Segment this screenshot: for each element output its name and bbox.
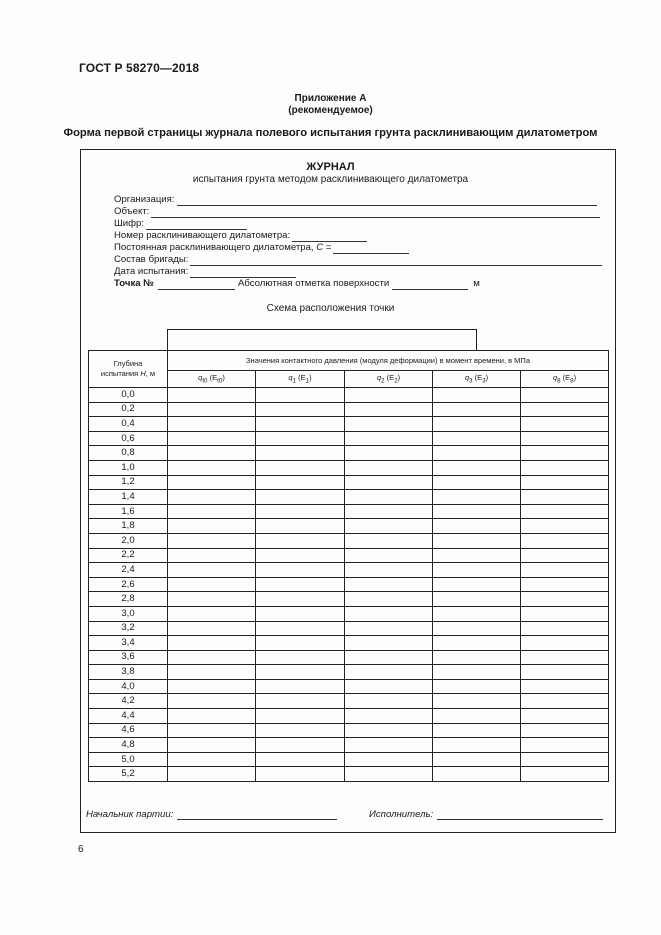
value-cell[interactable]	[345, 665, 433, 680]
value-cell[interactable]	[168, 636, 256, 651]
table-row	[89, 388, 609, 403]
value-cell[interactable]	[433, 519, 521, 534]
value-cell[interactable]	[433, 723, 521, 738]
value-cell[interactable]	[521, 694, 609, 709]
depth-cell: 2,2	[89, 548, 168, 563]
value-cell[interactable]	[345, 636, 433, 651]
value-cell[interactable]	[433, 431, 521, 446]
table-row	[89, 548, 609, 563]
value-cell[interactable]	[345, 504, 433, 519]
value-cell[interactable]	[521, 504, 609, 519]
value-cell[interactable]	[168, 767, 256, 782]
value-cell[interactable]	[433, 738, 521, 753]
depth-cell: 2,4	[89, 563, 168, 578]
value-cell[interactable]	[345, 519, 433, 534]
table-row	[89, 577, 609, 592]
party-head-signature[interactable]	[86, 806, 337, 820]
value-cell[interactable]	[433, 577, 521, 592]
value-cell[interactable]	[168, 665, 256, 680]
value-cell[interactable]	[521, 665, 609, 680]
value-cell[interactable]	[433, 679, 521, 694]
value-cell[interactable]	[521, 723, 609, 738]
scheme-label: Схема расположения точки	[266, 303, 395, 314]
value-cell[interactable]	[256, 679, 345, 694]
value-cell[interactable]	[521, 460, 609, 475]
form-title: Форма первой страницы журнала полевого испытания грунта расклинивающим дилатометром	[63, 127, 598, 139]
value-cell[interactable]	[345, 592, 433, 607]
value-cell[interactable]	[433, 694, 521, 709]
value-cell[interactable]	[433, 636, 521, 651]
value-cell[interactable]	[168, 709, 256, 724]
table-row	[89, 504, 609, 519]
value-cell[interactable]	[521, 679, 609, 694]
table-row	[89, 431, 609, 446]
values-header: Значения контактного давления (модуля деформации) в момент времени, в МПа	[168, 351, 609, 371]
depth-header: Глубина испытания H, м	[89, 351, 168, 388]
value-cell[interactable]	[433, 767, 521, 782]
value-cell[interactable]	[433, 446, 521, 461]
value-cell[interactable]	[168, 548, 256, 563]
value-cell[interactable]	[168, 519, 256, 534]
value-cell[interactable]	[256, 723, 345, 738]
value-cell[interactable]	[168, 694, 256, 709]
scheme-box	[167, 329, 477, 351]
value-cell[interactable]	[168, 446, 256, 461]
table-row	[89, 417, 609, 432]
value-cell[interactable]	[521, 738, 609, 753]
value-cell[interactable]	[345, 563, 433, 578]
value-cell[interactable]	[168, 402, 256, 417]
depth-cell: 0,0	[89, 388, 168, 403]
object-label: Объект:	[114, 206, 150, 217]
value-cell[interactable]	[433, 665, 521, 680]
depth-cell: 0,6	[89, 431, 168, 446]
value-cell[interactable]	[521, 709, 609, 724]
value-cell[interactable]	[521, 519, 609, 534]
value-cell[interactable]	[433, 621, 521, 636]
value-cell[interactable]	[433, 548, 521, 563]
table-row	[89, 679, 609, 694]
value-cell[interactable]	[256, 475, 345, 490]
value-cell[interactable]	[256, 767, 345, 782]
column-header-4: $q_8$ $(E_8)$	[521, 371, 609, 388]
table-row	[89, 636, 609, 651]
table-row	[89, 592, 609, 607]
value-cell[interactable]	[256, 388, 345, 403]
value-cell[interactable]	[168, 723, 256, 738]
value-cell[interactable]	[256, 592, 345, 607]
point-field[interactable]	[114, 277, 480, 290]
depth-cell: 5,2	[89, 767, 168, 782]
depth-cell: 0,8	[89, 446, 168, 461]
value-cell[interactable]	[433, 388, 521, 403]
value-cell[interactable]	[345, 621, 433, 636]
value-cell[interactable]	[345, 767, 433, 782]
value-cell[interactable]	[168, 679, 256, 694]
value-cell[interactable]	[256, 738, 345, 753]
value-cell[interactable]	[521, 490, 609, 505]
value-cell[interactable]	[345, 738, 433, 753]
value-cell[interactable]	[168, 738, 256, 753]
table-row	[89, 475, 609, 490]
value-cell[interactable]	[345, 402, 433, 417]
table-row	[89, 665, 609, 680]
value-cell[interactable]	[345, 417, 433, 432]
column-header-0: $q_{t0}$ $(E_{t0})$	[168, 371, 256, 388]
table-row	[89, 709, 609, 724]
value-cell[interactable]	[345, 475, 433, 490]
surface-elevation-line[interactable]	[392, 279, 468, 290]
value-cell[interactable]	[521, 563, 609, 578]
value-cell[interactable]	[521, 475, 609, 490]
table-row	[89, 606, 609, 621]
value-cell[interactable]	[345, 533, 433, 548]
depth-cell: 4,0	[89, 679, 168, 694]
value-cell[interactable]	[521, 417, 609, 432]
value-cell[interactable]	[168, 490, 256, 505]
table-row	[89, 446, 609, 461]
table-row	[89, 490, 609, 505]
value-cell[interactable]	[433, 752, 521, 767]
depth-cell: 1,4	[89, 490, 168, 505]
value-cell[interactable]	[256, 417, 345, 432]
value-cell[interactable]	[168, 752, 256, 767]
value-cell[interactable]	[521, 577, 609, 592]
value-cell[interactable]	[256, 606, 345, 621]
value-cell[interactable]	[433, 475, 521, 490]
value-cell[interactable]	[256, 504, 345, 519]
executor-label: Исполнитель:	[369, 809, 434, 820]
value-cell[interactable]	[433, 504, 521, 519]
value-cell[interactable]	[256, 650, 345, 665]
value-cell[interactable]	[345, 446, 433, 461]
value-cell[interactable]	[256, 402, 345, 417]
value-cell[interactable]	[168, 504, 256, 519]
value-cell[interactable]	[433, 709, 521, 724]
point-number-line[interactable]	[158, 279, 235, 290]
table-row	[89, 738, 609, 753]
value-cell[interactable]	[168, 592, 256, 607]
depth-cell: 1,2	[89, 475, 168, 490]
value-cell[interactable]	[256, 665, 345, 680]
value-cell[interactable]	[256, 460, 345, 475]
value-cell[interactable]	[433, 606, 521, 621]
value-cell[interactable]	[433, 460, 521, 475]
value-cell[interactable]	[345, 694, 433, 709]
table-row	[89, 767, 609, 782]
value-cell[interactable]	[168, 460, 256, 475]
value-cell[interactable]	[345, 709, 433, 724]
value-cell[interactable]	[521, 592, 609, 607]
depth-cell: 4,8	[89, 738, 168, 753]
value-cell[interactable]	[345, 752, 433, 767]
value-cell[interactable]	[256, 548, 345, 563]
depth-cell: 2,6	[89, 577, 168, 592]
table-row	[89, 519, 609, 534]
value-cell[interactable]	[345, 577, 433, 592]
depth-cell: 0,4	[89, 417, 168, 432]
measurement-table	[88, 350, 609, 782]
value-cell[interactable]	[433, 490, 521, 505]
value-cell[interactable]	[521, 388, 609, 403]
depth-cell: 4,4	[89, 709, 168, 724]
value-cell[interactable]	[256, 563, 345, 578]
value-cell[interactable]	[168, 650, 256, 665]
depth-cell: 3,8	[89, 665, 168, 680]
value-cell[interactable]	[168, 577, 256, 592]
value-cell[interactable]	[433, 402, 521, 417]
value-cell[interactable]	[168, 475, 256, 490]
executor-signature[interactable]	[369, 806, 603, 820]
journal-subtitle: испытания грунта методом расклинивающего дилатометра	[192, 174, 469, 185]
value-cell[interactable]	[521, 548, 609, 563]
code-label: Шифр:	[114, 218, 145, 229]
value-cell[interactable]	[345, 679, 433, 694]
depth-cell: 0,2	[89, 402, 168, 417]
value-cell[interactable]	[521, 752, 609, 767]
value-cell[interactable]	[521, 533, 609, 548]
team-label: Состав бригады:	[114, 254, 189, 265]
depth-cell: 4,6	[89, 723, 168, 738]
value-cell[interactable]	[256, 431, 345, 446]
value-cell[interactable]	[168, 563, 256, 578]
dilatometer-number-label: Номер расклинивающего дилатометра:	[114, 230, 291, 241]
depth-cell: 1,0	[89, 460, 168, 475]
value-cell[interactable]	[345, 431, 433, 446]
value-cell[interactable]	[521, 446, 609, 461]
depth-cell: 5,0	[89, 752, 168, 767]
column-header-2: $q_2$ $(E_2)$	[345, 371, 433, 388]
dilatometer-constant-label: Постоянная расклинивающего дилатометра, C =	[114, 242, 332, 253]
table-row	[89, 621, 609, 636]
surface-elevation-label: Абсолютная отметка поверхности	[237, 278, 390, 289]
value-cell[interactable]	[521, 606, 609, 621]
depth-cell: 4,2	[89, 694, 168, 709]
value-cell[interactable]	[433, 650, 521, 665]
appendix-title: Приложение А	[294, 93, 367, 104]
elevation-unit: м	[473, 278, 480, 289]
value-cell[interactable]	[256, 636, 345, 651]
value-cell[interactable]	[433, 417, 521, 432]
value-cell[interactable]	[256, 694, 345, 709]
organization-label: Организация:	[114, 194, 175, 205]
value-cell[interactable]	[168, 606, 256, 621]
value-cell[interactable]	[256, 752, 345, 767]
value-cell[interactable]	[433, 592, 521, 607]
depth-cell: 1,8	[89, 519, 168, 534]
table-row	[89, 563, 609, 578]
value-cell[interactable]	[256, 446, 345, 461]
value-cell[interactable]	[521, 767, 609, 782]
table-row	[89, 752, 609, 767]
value-cell[interactable]	[433, 533, 521, 548]
depth-cell: 3,2	[89, 621, 168, 636]
value-cell[interactable]	[521, 636, 609, 651]
value-cell[interactable]	[256, 577, 345, 592]
value-cell[interactable]	[521, 431, 609, 446]
value-cell[interactable]	[256, 709, 345, 724]
table-row	[89, 460, 609, 475]
column-header-1: $q_1$ $(E_1)$	[256, 371, 345, 388]
value-cell[interactable]	[168, 533, 256, 548]
table-row	[89, 694, 609, 709]
value-cell[interactable]	[345, 460, 433, 475]
party-head-line[interactable]	[177, 809, 337, 820]
page-number: 6	[78, 844, 84, 855]
value-cell[interactable]	[256, 621, 345, 636]
column-header-3: $q_3$ $(E_3)$	[433, 371, 521, 388]
depth-cell: 2,0	[89, 533, 168, 548]
depth-cell: 3,6	[89, 650, 168, 665]
depth-cell: 2,8	[89, 592, 168, 607]
table-row	[89, 650, 609, 665]
value-cell[interactable]	[433, 563, 521, 578]
value-cell[interactable]	[345, 650, 433, 665]
value-cell[interactable]	[256, 490, 345, 505]
test-date-label: Дата испытания:	[114, 266, 189, 277]
value-cell[interactable]	[168, 417, 256, 432]
document-id: ГОСТ Р 58270—2018	[79, 61, 200, 75]
value-cell[interactable]	[345, 606, 433, 621]
executor-line[interactable]	[437, 809, 603, 820]
value-cell[interactable]	[345, 388, 433, 403]
point-label: Точка №	[114, 278, 154, 289]
value-cell[interactable]	[256, 533, 345, 548]
value-cell[interactable]	[256, 519, 345, 534]
value-cell[interactable]	[168, 431, 256, 446]
value-cell[interactable]	[345, 723, 433, 738]
table-row	[89, 533, 609, 548]
value-cell[interactable]	[345, 548, 433, 563]
depth-cell: 3,0	[89, 606, 168, 621]
table-row	[89, 402, 609, 417]
value-cell[interactable]	[521, 621, 609, 636]
value-cell[interactable]	[168, 388, 256, 403]
depth-cell: 3,4	[89, 636, 168, 651]
party-head-label: Начальник партии:	[86, 809, 174, 820]
value-cell[interactable]	[345, 490, 433, 505]
value-cell[interactable]	[521, 650, 609, 665]
depth-cell: 1,6	[89, 504, 168, 519]
journal-title: ЖУРНАЛ	[306, 161, 355, 173]
value-cell[interactable]	[168, 621, 256, 636]
value-cell[interactable]	[521, 402, 609, 417]
table-row	[89, 723, 609, 738]
appendix-note: (рекомендуемое)	[288, 105, 373, 116]
